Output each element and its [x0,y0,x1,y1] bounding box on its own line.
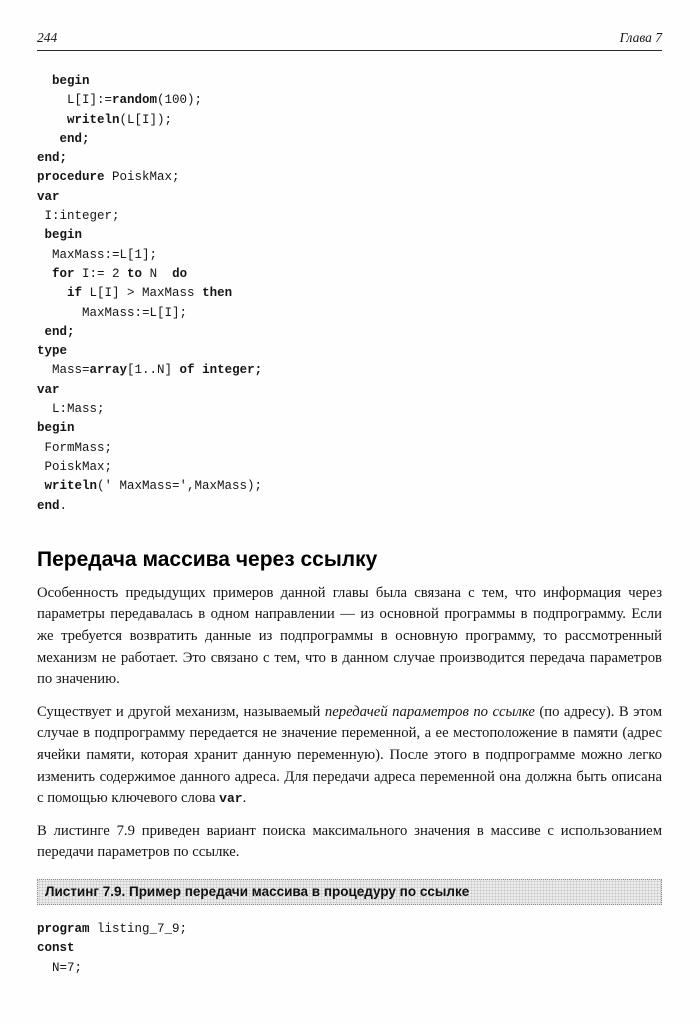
text: L:Mass; [37,402,105,417]
code-line [37,361,662,380]
text [37,228,45,242]
code-line [37,477,662,496]
text: PoiskMax; [37,459,113,474]
bold-text: type [37,344,68,359]
paragraph-2 [37,702,662,810]
code-line [37,959,662,978]
code-line [37,920,662,939]
page-number: 244 [37,30,58,45]
text: Особенность предыдущих примеров данной главы была связана с тем, что информация через параметры передавалась в одном направлении — из основной программы в подпрограмму. Если же требуется возвратить данные из подпрограммы в основную программу, то рассмотренный механизм не работает. Это связано с тем, что в данном случае производится передача параметров по значению. [37,584,662,688]
bold-text: program [37,921,90,936]
code-block-listing-7-9 [37,920,662,978]
bold-text: integer; [202,363,263,378]
chapter-label: Глава 7 [619,30,662,45]
bold-text: procedure [37,170,105,185]
bold-text: begin [37,421,75,436]
code-line [37,72,662,91]
code-line [37,342,662,361]
bold-text: random [112,93,158,108]
keyword-text: var [219,791,243,807]
bold-text: writeln [44,479,98,494]
text [37,286,67,300]
bold-text: do [172,266,188,281]
text: L[I]:= [37,93,113,108]
text [37,325,45,339]
text: MaxMass:=L[1]; [37,247,158,262]
bold-text: end; [59,131,90,146]
bold-text: end [37,498,60,513]
text: Mass= [37,363,90,378]
text: I:integer; [37,209,120,224]
code-line [37,419,662,438]
text [37,113,67,127]
code-line [37,265,662,284]
code-line [37,284,662,303]
bold-text: writeln [67,112,120,127]
code-line [37,91,662,110]
code-line [37,381,662,400]
bold-text: end; [44,324,75,339]
code-line [37,458,662,477]
code-line [37,111,662,130]
text: N=7; [37,960,83,975]
bold-text: begin [44,228,83,243]
code-block-continued [37,72,662,516]
text: (по адресу). В этом случае в подпрограмму передается не значение переменной, а ее местоположение в памяти (адрес ячейки памяти, которая хранит данную переменную). После этого в подпрограмме можно легко изменить содержимое данного адреса. Для передачи адреса переменной она должна быть описана с помощью ключевого слова [37,703,662,807]
code-line [37,304,662,323]
text [195,363,203,377]
code-line [37,246,662,265]
code-line [37,188,662,207]
code-line [37,939,662,958]
bold-text: then [202,286,233,301]
code-line [37,400,662,419]
bold-text: of [179,363,195,378]
section-title: Передача массива через ссылку [37,547,378,571]
code-line [37,497,662,516]
code-line [37,207,662,226]
listing-caption: Листинг 7.9. Пример передачи массива в процедуру по ссылке [37,879,662,905]
text: . [59,498,68,513]
code-line [37,323,662,342]
text: Существует и другой механизм, называемый [37,703,325,720]
bold-text: const [37,941,75,956]
text: L[I] > MaxMass [82,286,203,301]
text [37,479,45,493]
bold-text: var [37,382,60,397]
paragraph-1 [37,583,662,691]
code-line [37,226,662,245]
text [37,132,60,146]
bold-text: var [37,189,60,204]
bold-text: for [52,266,75,281]
running-head [37,30,662,51]
bold-text: begin [52,74,90,88]
text: (L[I]); [119,112,173,127]
italic-text: передачей параметров по ссылке [324,703,535,720]
text: . [242,790,247,807]
text [37,74,52,88]
text: I:= 2 [74,266,128,281]
code-line [37,130,662,149]
text: В листинге 7.9 приведен вариант поиска максимального значения в массиве с использованием передачи параметров по ссылке. [37,822,662,861]
code-line [37,149,662,168]
text: listing_7_9; [89,921,188,936]
text: MaxMass:=L[I]; [37,305,188,320]
code-line [37,439,662,458]
bold-text: array [89,363,128,378]
text: N [142,266,173,281]
text: PoiskMax; [104,170,180,185]
bold-text: end; [37,151,68,166]
text: (100); [157,93,203,108]
bold-text: if [67,286,83,301]
text: FormMass; [37,440,113,455]
paragraph-3 [37,821,662,864]
code-line [37,168,662,187]
bold-text: to [127,266,143,281]
text: [1..N] [127,363,180,378]
text: (' MaxMass=',MaxMass); [97,479,263,494]
text [37,267,52,281]
